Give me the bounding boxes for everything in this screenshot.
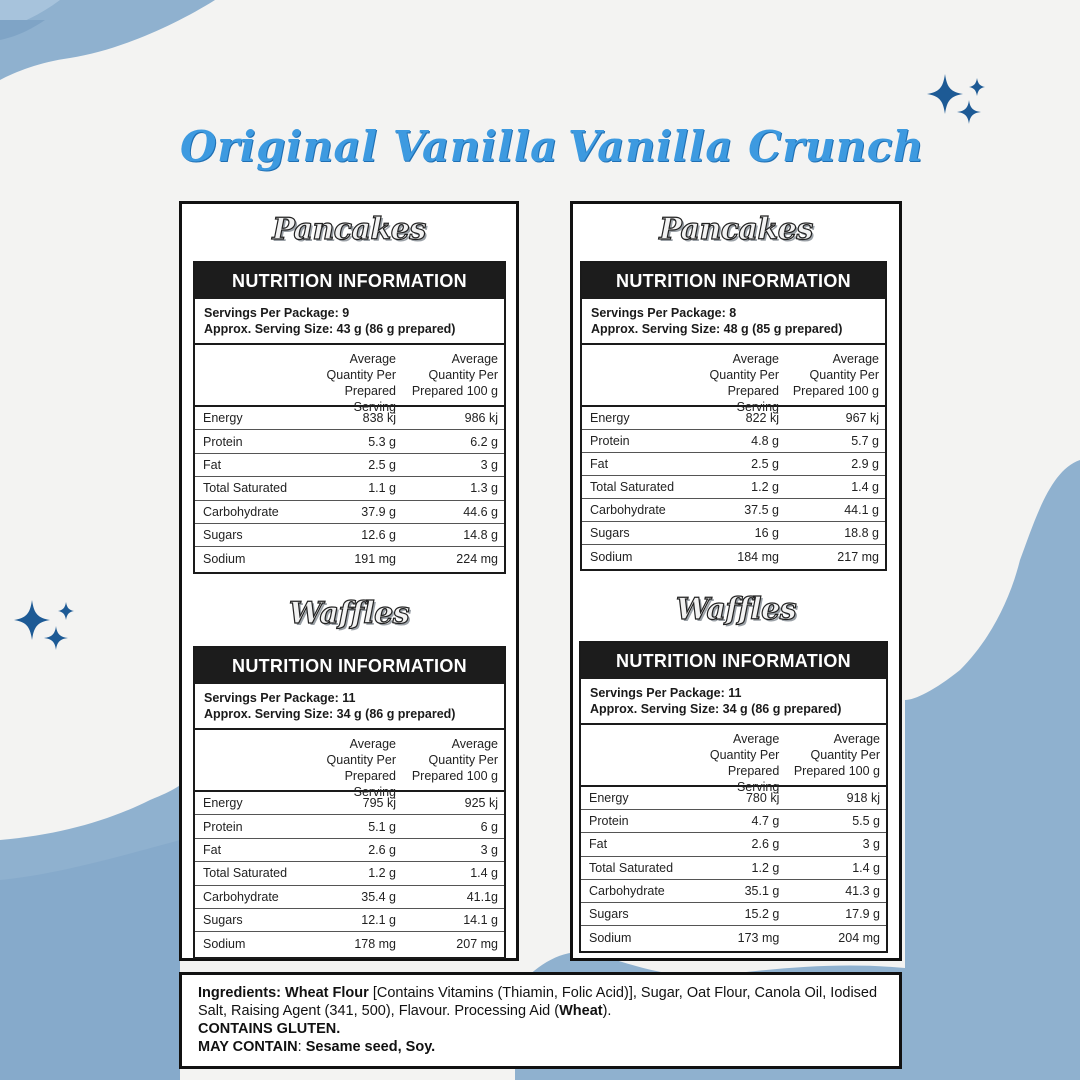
nutrient-name: Total Saturated bbox=[589, 860, 674, 875]
nutrient-name: Sugars bbox=[203, 528, 243, 543]
table-row bbox=[582, 545, 885, 568]
serving-size: Approx. Serving Size: 48 g (85 g prepared) bbox=[591, 322, 843, 336]
serving-info bbox=[582, 299, 885, 345]
per-100g-value: 204 mg bbox=[838, 930, 880, 945]
sparkle-icon bbox=[12, 598, 78, 654]
per-serving-value: 184 mg bbox=[737, 549, 779, 564]
per-serving-value: 1.2 g bbox=[751, 860, 780, 875]
vanilla-crunch-column bbox=[570, 201, 902, 961]
table-row bbox=[195, 839, 504, 862]
servings-per-package: Servings Per Package: 8 bbox=[591, 306, 737, 320]
table-row bbox=[195, 407, 504, 430]
nutrition-rows bbox=[195, 407, 504, 571]
serving-info bbox=[195, 299, 504, 345]
table-row bbox=[195, 501, 504, 524]
nutrient-name: Sodium bbox=[203, 552, 246, 567]
per-100g-value: 1.4 g bbox=[852, 860, 880, 875]
per-serving-value: 35.1 g bbox=[744, 883, 780, 898]
per-100g-header: Average Quantity Per Prepared 100 g bbox=[411, 737, 498, 783]
per-100g-value: 14.1 g bbox=[463, 913, 498, 928]
per-serving-value: 4.7 g bbox=[751, 814, 780, 829]
table-row bbox=[582, 430, 885, 453]
per-100g-value: 14.8 g bbox=[463, 528, 498, 543]
per-serving-value: 2.6 g bbox=[751, 837, 780, 852]
nutrient-name: Sugars bbox=[203, 913, 243, 928]
nutrition-header: NUTRITION INFORMATION bbox=[581, 643, 886, 679]
per-serving-value: 1.2 g bbox=[751, 480, 779, 494]
per-100g-value: 5.7 g bbox=[851, 434, 879, 448]
original-vanilla-column bbox=[179, 201, 519, 961]
column-headers bbox=[195, 345, 504, 414]
per-serving-value: 173 mg bbox=[737, 930, 780, 945]
table-row bbox=[582, 522, 885, 545]
sparkle-icon bbox=[925, 72, 991, 128]
per-100g-value: 1.4 g bbox=[851, 480, 879, 494]
table-row bbox=[195, 430, 504, 453]
waffles-nutrition-panel bbox=[579, 641, 888, 953]
nutrient-name: Fat bbox=[203, 457, 222, 472]
heading-vanilla-crunch: Vanilla Crunch bbox=[568, 122, 924, 171]
table-row bbox=[581, 787, 886, 810]
table-row bbox=[195, 792, 504, 815]
per-100g-value: 925 kj bbox=[464, 796, 498, 811]
nutrient-name: Energy bbox=[590, 411, 630, 425]
table-row bbox=[195, 932, 504, 955]
table-row bbox=[582, 407, 885, 430]
table-row bbox=[195, 547, 504, 570]
servings-per-package: Servings Per Package: 9 bbox=[204, 306, 350, 320]
nutrient-name: Sugars bbox=[589, 907, 629, 922]
per-100g-value: 224 mg bbox=[456, 552, 498, 567]
contains-gluten: CONTAINS GLUTEN. bbox=[198, 1021, 341, 1037]
per-serving-value: 2.5 g bbox=[751, 457, 779, 471]
per-100g-header: Average Quantity Per Prepared 100 g bbox=[411, 352, 498, 398]
nutrition-header: NUTRITION INFORMATION bbox=[195, 263, 504, 299]
table-row bbox=[195, 454, 504, 477]
nutrient-name: Energy bbox=[203, 796, 243, 811]
per-100g-header: Average Quantity Per Prepared 100 g bbox=[793, 732, 880, 778]
per-serving-value: 5.3 g bbox=[368, 434, 397, 449]
nutrient-name: Carbohydrate bbox=[590, 503, 666, 517]
table-row bbox=[581, 857, 886, 880]
serving-size: Approx. Serving Size: 34 g (86 g prepared) bbox=[590, 702, 842, 716]
nutrition-rows bbox=[195, 792, 504, 956]
per-serving-value: 35.4 g bbox=[361, 889, 397, 904]
per-serving-value: 822 kj bbox=[745, 411, 779, 425]
table-row bbox=[582, 499, 885, 522]
per-100g-value: 3 g bbox=[862, 837, 880, 852]
column-headers bbox=[195, 730, 504, 799]
may-contain: MAY CONTAIN: Sesame seed, Soy. bbox=[198, 1039, 436, 1055]
nutrient-name: Total Saturated bbox=[203, 866, 288, 881]
per-100g-value: 918 kj bbox=[846, 791, 880, 806]
table-row bbox=[195, 886, 504, 909]
per-serving-value: 2.5 g bbox=[368, 457, 397, 472]
per-serving-value: 1.1 g bbox=[368, 481, 397, 496]
nutrient-name: Sugars bbox=[590, 526, 630, 540]
per-serving-value: 16 g bbox=[754, 526, 779, 540]
table-row bbox=[195, 815, 504, 838]
per-100g-value: 1.4 g bbox=[470, 866, 498, 881]
nutrition-header: NUTRITION INFORMATION bbox=[195, 648, 504, 684]
nutrient-name: Protein bbox=[589, 814, 629, 829]
nutrient-name: Protein bbox=[590, 434, 630, 448]
per-100g-value: 41.1g bbox=[466, 889, 498, 904]
per-serving-value: 780 kj bbox=[745, 791, 780, 806]
waffles-title: Waffles bbox=[675, 592, 797, 627]
per-serving-value: 2.6 g bbox=[368, 842, 397, 857]
per-serving-value: 795 kj bbox=[362, 796, 397, 811]
per-serving-header: Average Quantity Per Prepared Serving bbox=[709, 732, 780, 794]
nutrient-name: Fat bbox=[203, 842, 222, 857]
per-serving-value: 4.8 g bbox=[751, 434, 779, 448]
nutrient-name: Protein bbox=[203, 434, 243, 449]
nutrient-name: Carbohydrate bbox=[589, 883, 665, 898]
per-serving-value: 37.5 g bbox=[744, 503, 779, 517]
nutrition-rows bbox=[582, 407, 885, 568]
table-row bbox=[195, 909, 504, 932]
nutrient-name: Carbohydrate bbox=[203, 504, 279, 519]
per-100g-value: 17.9 g bbox=[845, 907, 880, 922]
serving-size: Approx. Serving Size: 34 g (86 g prepared) bbox=[204, 707, 456, 721]
table-row bbox=[582, 476, 885, 499]
nutrient-name: Energy bbox=[203, 411, 243, 426]
table-row bbox=[581, 926, 886, 949]
table-row bbox=[195, 524, 504, 547]
nutrition-header: NUTRITION INFORMATION bbox=[582, 263, 885, 299]
waffles-title: Waffles bbox=[288, 596, 410, 631]
per-100g-value: 207 mg bbox=[456, 937, 498, 952]
heading-original-vanilla: Original Vanilla bbox=[180, 122, 558, 171]
serving-size: Approx. Serving Size: 43 g (86 g prepared) bbox=[204, 322, 456, 336]
per-100g-header: Average Quantity Per Prepared 100 g bbox=[792, 352, 879, 398]
per-100g-value: 6.2 g bbox=[470, 434, 498, 449]
per-100g-value: 217 mg bbox=[837, 549, 879, 564]
table-row bbox=[581, 903, 886, 926]
per-serving-value: 5.1 g bbox=[368, 819, 397, 834]
nutrient-name: Sodium bbox=[590, 549, 633, 564]
per-100g-value: 1.3 g bbox=[470, 481, 498, 496]
serving-info bbox=[195, 684, 504, 730]
table-row bbox=[195, 477, 504, 500]
ingredients-box bbox=[179, 972, 902, 1069]
per-100g-value: 44.1 g bbox=[844, 503, 879, 517]
table-row bbox=[581, 810, 886, 833]
per-serving-value: 12.6 g bbox=[361, 528, 397, 543]
servings-per-package: Servings Per Package: 11 bbox=[204, 691, 356, 705]
table-row bbox=[581, 880, 886, 903]
pancakes-nutrition-panel bbox=[580, 261, 887, 571]
per-100g-value: 6 g bbox=[480, 819, 498, 834]
per-100g-value: 3 g bbox=[480, 457, 498, 472]
waffles-nutrition-panel bbox=[193, 646, 506, 959]
pancakes-title: Pancakes bbox=[659, 212, 813, 247]
column-headers bbox=[582, 345, 885, 414]
nutrition-rows bbox=[581, 787, 886, 949]
pancakes-nutrition-panel bbox=[193, 261, 506, 574]
ingredients-text: Ingredients: Wheat Flour [Contains Vitamins (Thiamin, Folic Acid)], Sugar, Oat Flour, Canola Oil, Iodised Salt, Raising Agent (341, 500), Flavour. Processing Aid (Wheat). bbox=[198, 985, 878, 1019]
per-serving-value: 12.1 g bbox=[361, 913, 397, 928]
table-row bbox=[581, 833, 886, 856]
per-serving-value: 37.9 g bbox=[361, 504, 397, 519]
per-100g-value: 5.5 g bbox=[852, 814, 880, 829]
per-serving-header: Average Quantity Per Prepared Serving bbox=[326, 352, 397, 414]
nutrient-name: Protein bbox=[203, 819, 243, 834]
per-100g-value: 18.8 g bbox=[844, 526, 879, 540]
nutrient-name: Carbohydrate bbox=[203, 889, 279, 904]
per-serving-value: 15.2 g bbox=[744, 907, 780, 922]
per-100g-value: 41.3 g bbox=[845, 883, 880, 898]
table-row bbox=[582, 453, 885, 476]
nutrient-name: Energy bbox=[589, 791, 629, 806]
column-headers bbox=[581, 725, 886, 794]
per-serving-value: 1.2 g bbox=[368, 866, 397, 881]
per-100g-value: 2.9 g bbox=[851, 457, 879, 471]
per-serving-value: 191 mg bbox=[354, 552, 397, 567]
nutrient-name: Total Saturated bbox=[203, 481, 288, 496]
per-serving-header: Average Quantity Per Prepared Serving bbox=[326, 737, 397, 799]
servings-per-package: Servings Per Package: 11 bbox=[590, 686, 742, 700]
per-serving-header: Average Quantity Per Prepared Serving bbox=[709, 352, 779, 414]
per-serving-value: 178 mg bbox=[354, 937, 397, 952]
nutrient-name: Sodium bbox=[203, 937, 246, 952]
per-100g-value: 44.6 g bbox=[463, 504, 498, 519]
per-100g-value: 967 kj bbox=[845, 411, 879, 425]
per-100g-value: 3 g bbox=[480, 842, 498, 857]
pancakes-title: Pancakes bbox=[272, 212, 426, 247]
serving-info bbox=[581, 679, 886, 725]
per-serving-value: 838 kj bbox=[362, 411, 397, 426]
nutrient-name: Fat bbox=[589, 837, 608, 852]
nutrient-name: Total Saturated bbox=[590, 480, 675, 494]
nutrient-name: Fat bbox=[590, 457, 609, 471]
nutrient-name: Sodium bbox=[589, 930, 632, 945]
table-row bbox=[195, 862, 504, 885]
per-100g-value: 986 kj bbox=[464, 411, 498, 426]
